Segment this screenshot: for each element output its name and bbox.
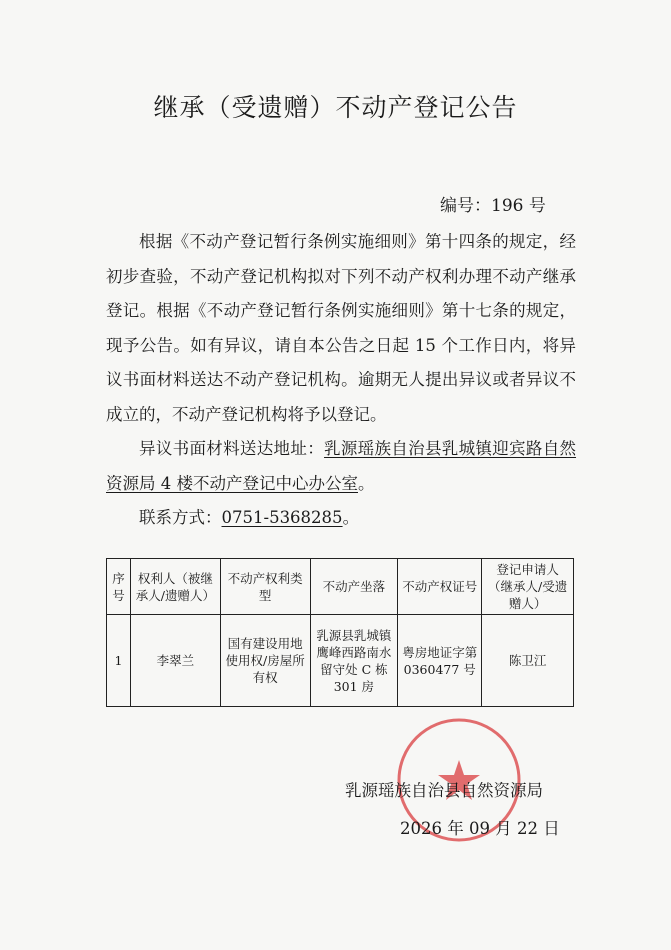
header-applicant: 登记申请人（继承人/受遗赠人） <box>482 559 574 615</box>
header-right-type: 不动产权利类型 <box>220 559 310 615</box>
cell-applicant: 陈卫江 <box>482 615 574 707</box>
header-index: 序号 <box>107 559 131 615</box>
cell-right-holder: 李翠兰 <box>130 615 220 707</box>
address-end: 。 <box>358 473 375 493</box>
contact-end: 。 <box>342 508 360 527</box>
notice-body <box>106 225 576 536</box>
cell-right-type: 国有建设用地使用权/房屋所有权 <box>220 615 310 707</box>
cell-location: 乳源县乳城镇鹰峰西路南水留守处 C 栋 301 房 <box>310 615 398 707</box>
table-header-row <box>107 559 574 615</box>
contact-label: 联系方式： <box>139 508 222 527</box>
issue-date: 2026 年 09 月 22 日 <box>400 819 560 838</box>
address-paragraph <box>106 432 576 501</box>
notice-paragraph: 根据《不动产登记暂行条例实施细则》第十四条的规定，经初步查验，不动产登记机构拟对下列不动产权利办理不动产继承登记。根据《不动产登记暂行条例实施细则》第十七条的规定，现予公告。如有异议，请自本公告之日起 15 个工作日内，将异议书面材料送达不动产登记机构。逾期无人提出异议或者异议不成立的，不动产登记机构将予以登记。 <box>106 232 576 424</box>
cell-index: 1 <box>107 615 131 707</box>
registration-table <box>106 558 574 707</box>
address-value: 乳源瑶族自治县乳城镇迎宾路自然资源局 4 楼不动产登记中心办公室 <box>106 439 577 493</box>
contact-paragraph <box>106 501 576 536</box>
table-row <box>107 615 574 707</box>
notice-title: 继承（受遗赠）不动产登记公告 <box>153 93 518 122</box>
contact-phone: 0751-5368285 <box>221 508 343 527</box>
header-certificate-no: 不动产权证号 <box>398 559 482 615</box>
header-location: 不动产坐落 <box>310 559 398 615</box>
address-label: 异议书面材料送达地址： <box>139 439 325 458</box>
document-number: 编号：196 号 <box>440 196 546 216</box>
cell-certificate-no: 粤房地证字第 0360477 号 <box>398 615 482 707</box>
header-right-holder: 权利人（被继承人/遗赠人） <box>130 559 220 615</box>
issuer-name: 乳源瑶族自治县自然资源局 <box>345 781 543 800</box>
